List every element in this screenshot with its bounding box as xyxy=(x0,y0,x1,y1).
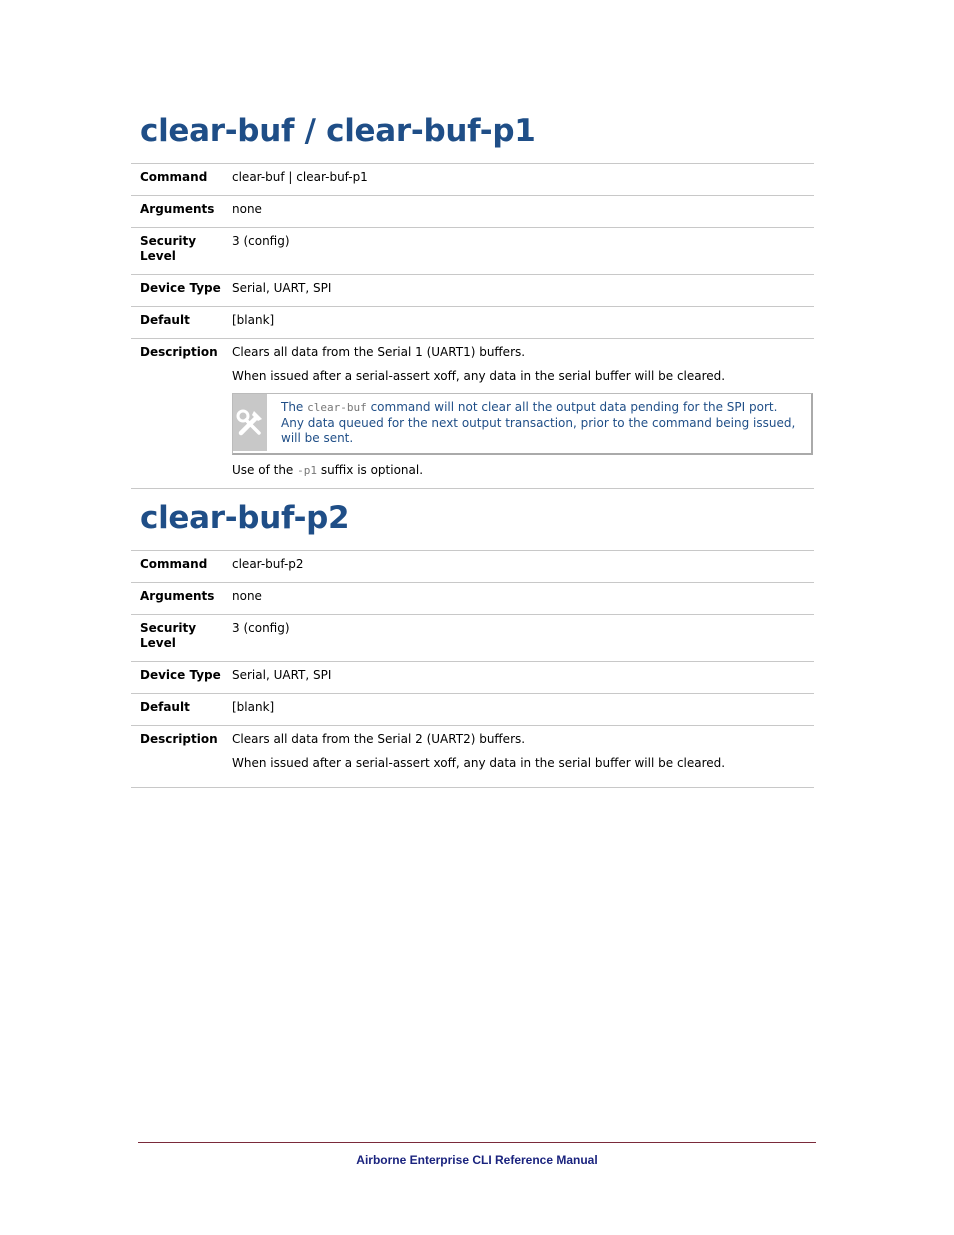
row-label: Device Type xyxy=(131,662,232,694)
row-value: [blank] xyxy=(232,307,814,339)
row-label: Default xyxy=(131,307,232,339)
table-row xyxy=(131,615,814,662)
row-value xyxy=(232,339,814,489)
row-value: none xyxy=(232,583,814,615)
row-value xyxy=(232,726,814,788)
section-title: clear-buf-p2 xyxy=(140,500,350,536)
table-row xyxy=(131,228,814,275)
section-title: clear-buf / clear-buf-p1 xyxy=(140,113,536,149)
footer-rule xyxy=(138,1142,816,1143)
table-row xyxy=(131,551,814,583)
table-row xyxy=(131,275,814,307)
description-text: Use of the -p1 suffix is optional. xyxy=(232,462,424,477)
row-label: Default xyxy=(131,694,232,726)
table-row xyxy=(131,307,814,339)
description-text: Clears all data from the Serial 1 (UART1) buffers. xyxy=(232,345,526,359)
row-value: 3 (config) xyxy=(232,615,814,662)
page-footer: Airborne Enterprise CLI Reference Manual xyxy=(356,1153,598,1167)
table-row xyxy=(131,196,814,228)
table-row xyxy=(131,662,814,694)
row-label: Description xyxy=(131,339,232,489)
table-row xyxy=(131,583,814,615)
row-value: [blank] xyxy=(232,694,814,726)
row-label: Command xyxy=(131,164,232,196)
row-value: clear-buf | clear-buf-p1 xyxy=(232,164,814,196)
description-text: When issued after a serial-assert xoff, any data in the serial buffer will be cleared. xyxy=(232,756,726,770)
tools-icon xyxy=(233,394,267,451)
row-value: Serial, UART, SPI xyxy=(232,662,814,694)
row-label: Arguments xyxy=(131,196,232,228)
table-row xyxy=(131,164,814,196)
row-label: Description xyxy=(131,726,232,788)
command-table xyxy=(131,550,814,788)
note-box xyxy=(232,393,813,455)
row-value: 3 (config) xyxy=(232,228,814,275)
table-row xyxy=(131,694,814,726)
row-label: Security Level xyxy=(131,615,232,662)
description-text: Clears all data from the Serial 2 (UART2) buffers. xyxy=(232,732,526,746)
note-text: The clear-buf command will not clear all the output data pending for the SPI port. Any data queued for the next output transaction, prior to the command being issued, will be sent. xyxy=(281,400,796,445)
description-text: When issued after a serial-assert xoff, any data in the serial buffer will be cleared. xyxy=(232,369,726,383)
table-row xyxy=(131,339,814,489)
row-label: Command xyxy=(131,551,232,583)
row-value: none xyxy=(232,196,814,228)
row-value: Serial, UART, SPI xyxy=(232,275,814,307)
table-row xyxy=(131,726,814,788)
row-value: clear-buf-p2 xyxy=(232,551,814,583)
row-label: Device Type xyxy=(131,275,232,307)
row-label: Security Level xyxy=(131,228,232,275)
command-table xyxy=(131,163,814,489)
row-label: Arguments xyxy=(131,583,232,615)
